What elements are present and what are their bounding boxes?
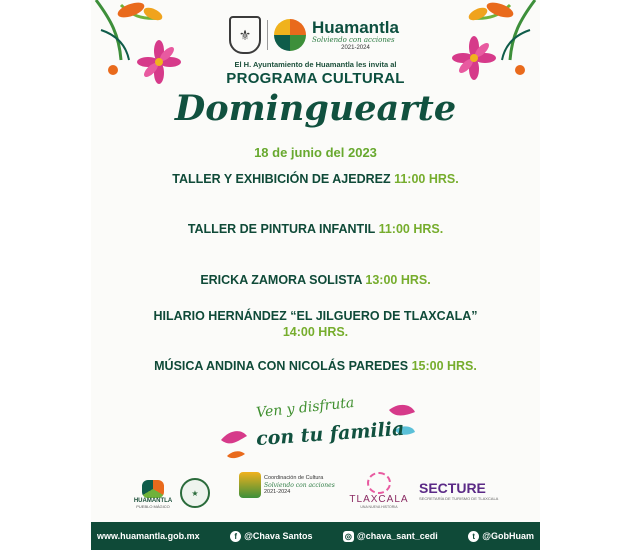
event-name: MÚSICA ANDINA CON NICOLÁS PAREDES: [154, 359, 409, 373]
event-date: 18 de junio del 2023: [254, 145, 377, 160]
secture-logo: [419, 480, 499, 501]
secture-logo-sub: SECRETARÍA DE TURISMO DE TLAXCALA: [419, 496, 499, 501]
event-item: [91, 358, 540, 374]
instagram-link[interactable]: [343, 531, 438, 542]
brand-slogan: Solviendo con acciones: [312, 36, 395, 44]
secture-logo-text: SECTURE: [419, 480, 486, 496]
cultura-mark-icon: [239, 472, 261, 498]
facebook-link[interactable]: [230, 531, 312, 542]
tagline-line-2: con tu familia: [255, 417, 406, 451]
huamantla-mark-icon: [142, 480, 164, 498]
tlaxcala-logo-sub: UNA NUEVA HISTORIA: [360, 505, 398, 509]
facebook-handle[interactable]: @Chava Santos: [244, 531, 313, 541]
event-time: 13:00 HRS.: [365, 273, 431, 287]
header-logos: [229, 16, 399, 54]
tlaxcala-mark-icon: [367, 472, 391, 494]
instagram-handle[interactable]: @chava_sant_cedi: [356, 531, 438, 541]
event-time: 15:00 HRS.: [411, 359, 477, 373]
divider: [267, 20, 268, 50]
coordinacion-cultura-logo: [239, 472, 339, 498]
cultura-slogan: Solviendo con acciones: [264, 481, 335, 489]
twitter-handle[interactable]: @GobHuam: [482, 531, 534, 541]
event-time: 11:00 HRS.: [394, 172, 459, 186]
invite-text: El H. Ayuntamiento de Huamantla les invita al: [234, 60, 397, 69]
poster-title: Dominguearte: [174, 88, 457, 129]
brand-block: [312, 19, 399, 51]
event-name: HILARIO HERNÁNDEZ “EL JILGUERO DE TLAXCALA”: [153, 309, 478, 323]
header: [91, 0, 540, 62]
huamantla-pueblo-magico-logo: [129, 480, 177, 509]
cultura-line: Coordinación de Cultura: [264, 474, 324, 481]
brand-name: Huamantla: [312, 18, 399, 37]
event-time: 11:00 HRS.: [378, 222, 444, 236]
tlaxcala-logo-text: TLAXCALA: [349, 494, 409, 505]
event-name: ERICKA ZAMORA SOLISTA: [200, 273, 362, 287]
brand-years: 2021-2024: [341, 45, 370, 51]
event-poster: [91, 0, 540, 550]
facebook-icon: f: [230, 531, 241, 542]
event-name: TALLER Y EXHIBICIÓN DE AJEDREZ: [172, 172, 391, 186]
twitter-link[interactable]: [468, 531, 534, 542]
website-link[interactable]: [97, 531, 200, 541]
event-item: [91, 308, 540, 340]
tagline-line-1: Ven y disfruta: [255, 394, 356, 422]
cultura-years: 2021-2024: [264, 488, 291, 495]
event-item: [91, 272, 540, 288]
tlaxcala-logo: [349, 472, 409, 509]
twitter-icon: t: [468, 531, 479, 542]
government-seal-icon: ★: [180, 478, 210, 508]
event-time: 14:00 HRS.: [282, 325, 349, 339]
huamantla-logo-text: HUAMANTLA: [133, 498, 173, 504]
footer-bar: [91, 522, 540, 550]
program-heading: PROGRAMA CULTURAL: [226, 70, 405, 87]
event-name: TALLER DE PINTURA INFANTIL: [187, 222, 376, 236]
huamantla-logo-sub: PUEBLO MÁGICO: [136, 504, 170, 509]
huamantla-logo-icon: [274, 19, 306, 51]
instagram-icon: ◎: [343, 531, 354, 542]
website-text[interactable]: www.huamantla.gob.mx: [97, 531, 200, 541]
event-item: [91, 221, 540, 237]
event-item: [91, 171, 540, 187]
partner-logos: [91, 470, 540, 520]
coat-of-arms-icon: ⚜: [229, 16, 261, 54]
